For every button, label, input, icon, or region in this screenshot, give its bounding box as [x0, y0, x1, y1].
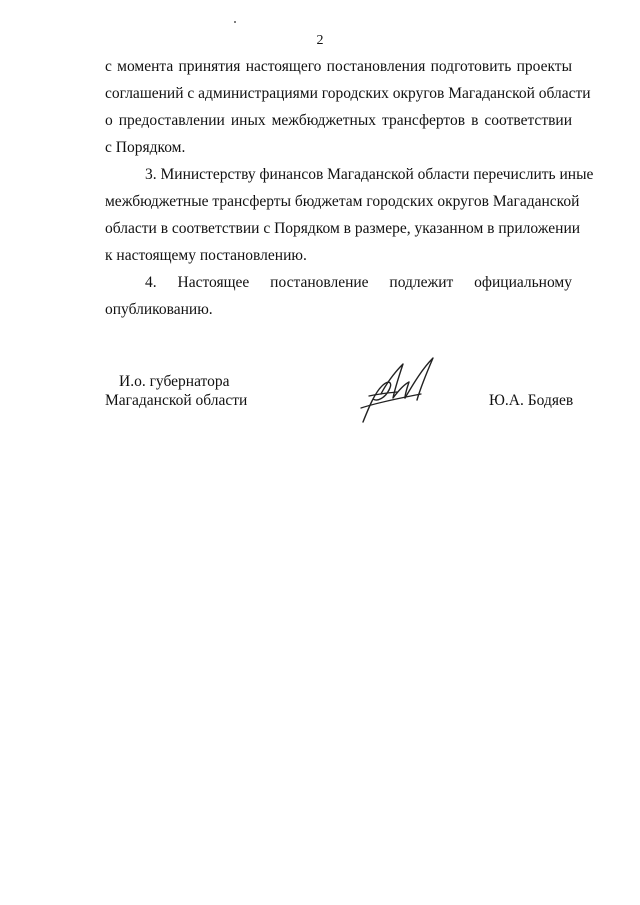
paragraph-4-line-1: 4. Настоящее постановление подлежит официальному	[145, 274, 572, 291]
paragraph-3-line-1: 3. Министерству финансов Магаданской области перечислить иные	[145, 166, 594, 183]
body-line-3: о предоставлении иных межбюджетных трансфертов в соответствии	[105, 112, 572, 129]
page-number: 2	[316, 33, 324, 48]
body-line-1: с момента принятия настоящего постановления подготовить проекты	[105, 58, 572, 75]
paragraph-3-line-2: межбюджетные трансферты бюджетам городских округов Магаданской	[105, 193, 580, 210]
paragraph-3-line-3: области в соответствии с Порядком в размере, указанном в приложении	[105, 220, 581, 237]
body-line-2: соглашений с администрациями городских округов Магаданской области	[105, 85, 591, 102]
body-line-4: с Порядком.	[105, 139, 186, 156]
signatory-position-line-1: И.о. губернатора	[119, 373, 230, 390]
paragraph-3-line-4: к настоящему постановлению.	[105, 247, 307, 264]
signatory-position-line-2: Магаданской области	[105, 392, 248, 409]
paragraph-4-line-2: опубликованию.	[105, 301, 213, 318]
scan-speck	[234, 21, 236, 23]
handwritten-signature	[355, 352, 440, 427]
signatory-name: Ю.А. Бодяев	[489, 392, 574, 409]
